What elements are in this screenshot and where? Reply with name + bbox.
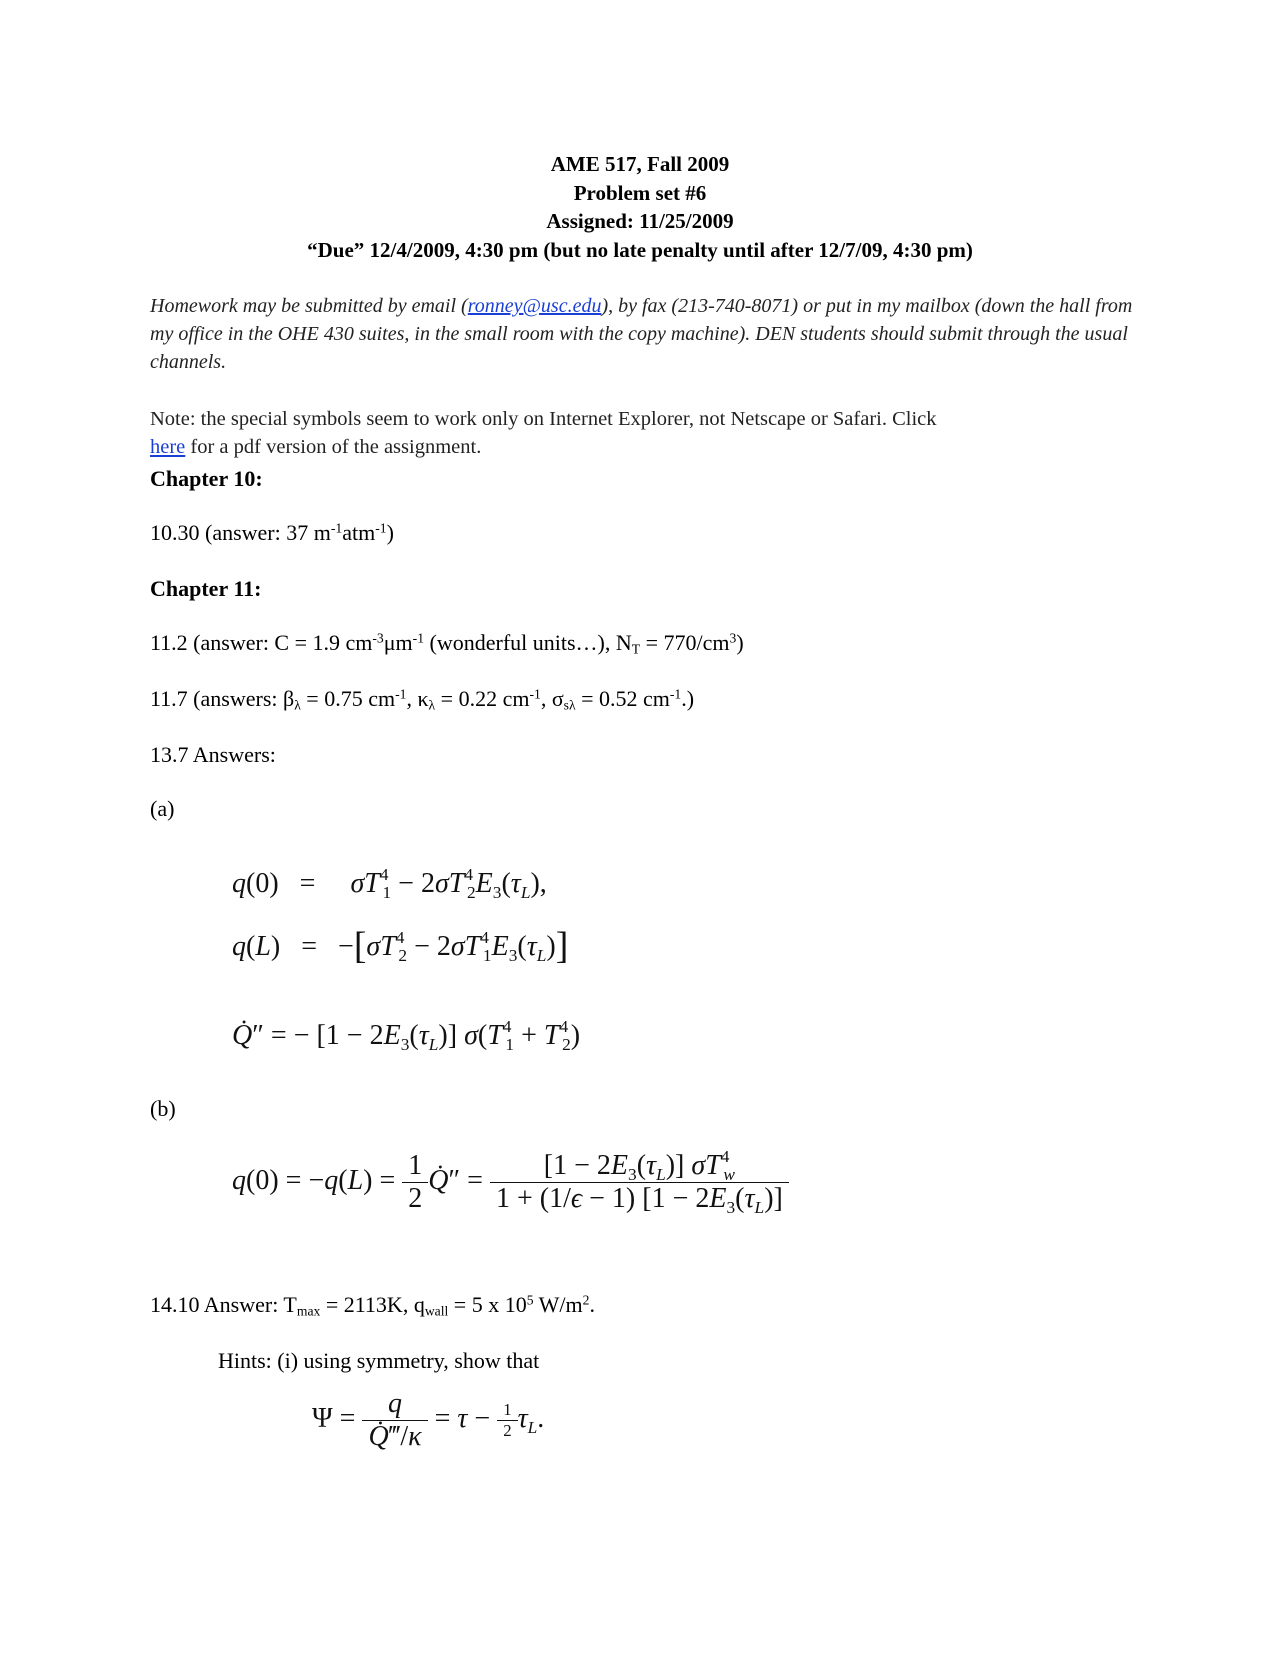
equation-part-b: q(0) = −q(L) = $\frac{1}{2}$ Q̇″ = $\frac{[1 - 2E_3(\tau_L)] \sigma T^4_w}{1 + (1/\epsilon - 1) [1 - 2E_3(\tau_L)]}$ <box>232 1150 789 1215</box>
equation-q0: q(0) = $\sigma T^4_1 - 2\sigma T^4_2E_3(\tau_L)$, <box>232 864 547 903</box>
problem-11-7: 11.7 (answers: $\beta_\lambda = 0.75$ $cm^{-1}$, $\kappa_\lambda = 0.22$ $cm^{-1}$, $\sigma_{s\lambda} = 0.52$ $cm^{-1}$.) <box>150 686 695 713</box>
intro-text-2: ), by fax (213-740-8071) or put in my mailbox (down the hall from my office in the OHE 430 suites, in the small room with the copy machine). DEN students should submit through the usual channels. <box>150 295 1133 373</box>
browser-note <box>150 405 1140 461</box>
problem-14-10: 14.10 Answer: $T_{max} = 2113K$, $q_{wall} = 5$ x $10^5$ $W/m^2$. <box>150 1292 595 1319</box>
assignment-header <box>0 150 1280 264</box>
submission-instructions <box>150 292 1140 376</box>
part-b-label: (b) <box>150 1096 176 1121</box>
problem-13-7-label: 13.7 Answers: <box>150 742 276 767</box>
intro-text-1: Homework may be submitted by email ( <box>150 295 468 317</box>
note-after: for a pdf version of the assignment. <box>185 436 482 458</box>
equation-psi: Ψ = $\frac{q}{Q̇‴/\kappa}$ = τ − $\frac{1}{2}$ $\tau_L$. <box>312 1388 545 1452</box>
problem-set-title: Problem set #6 <box>573 180 707 205</box>
hint-text: Hints: (i) using symmetry, show that <box>218 1348 540 1373</box>
chapter-10-heading: Chapter 10: <box>150 466 263 491</box>
email-link[interactable]: ronney@usc.edu <box>467 295 602 317</box>
pdf-link[interactable]: here <box>150 436 186 458</box>
equation-qL: $q(L) = -[\sigma T^4_2 - 2\sigma T^4_1E_3(\tau_L)]$ <box>232 925 569 967</box>
problem-11-2: 11.2 (answer: C = 1.9 $cm^{-3}\mu m^{-1}$ (wonderful units…), $N_T = 770/cm^3$) <box>150 630 744 657</box>
equation-Q-flux: Q̇″ = − $[1 - 2E_3(\tau_L)]$ $\sigma(T^4_1 + T^4_2)$ <box>232 1016 581 1055</box>
chapter-11-heading: Chapter 11: <box>150 576 262 601</box>
problem-10-30: 10.30 (answer: 37 $m^{-1}atm^{-1}$) <box>150 520 394 545</box>
due-date: “Due” 12/4/2009, 4:30 pm (but no late penalty until after 12/7/09, 4:30 pm) <box>307 237 973 262</box>
part-a-label: (a) <box>150 796 175 821</box>
course-title: AME 517, Fall 2009 <box>550 152 730 176</box>
note-text: Note: the special symbols seem to work only on Internet Explorer, not Netscape or Safari. Click <box>150 408 937 430</box>
assigned-date: Assigned: 11/25/2009 <box>546 209 734 233</box>
